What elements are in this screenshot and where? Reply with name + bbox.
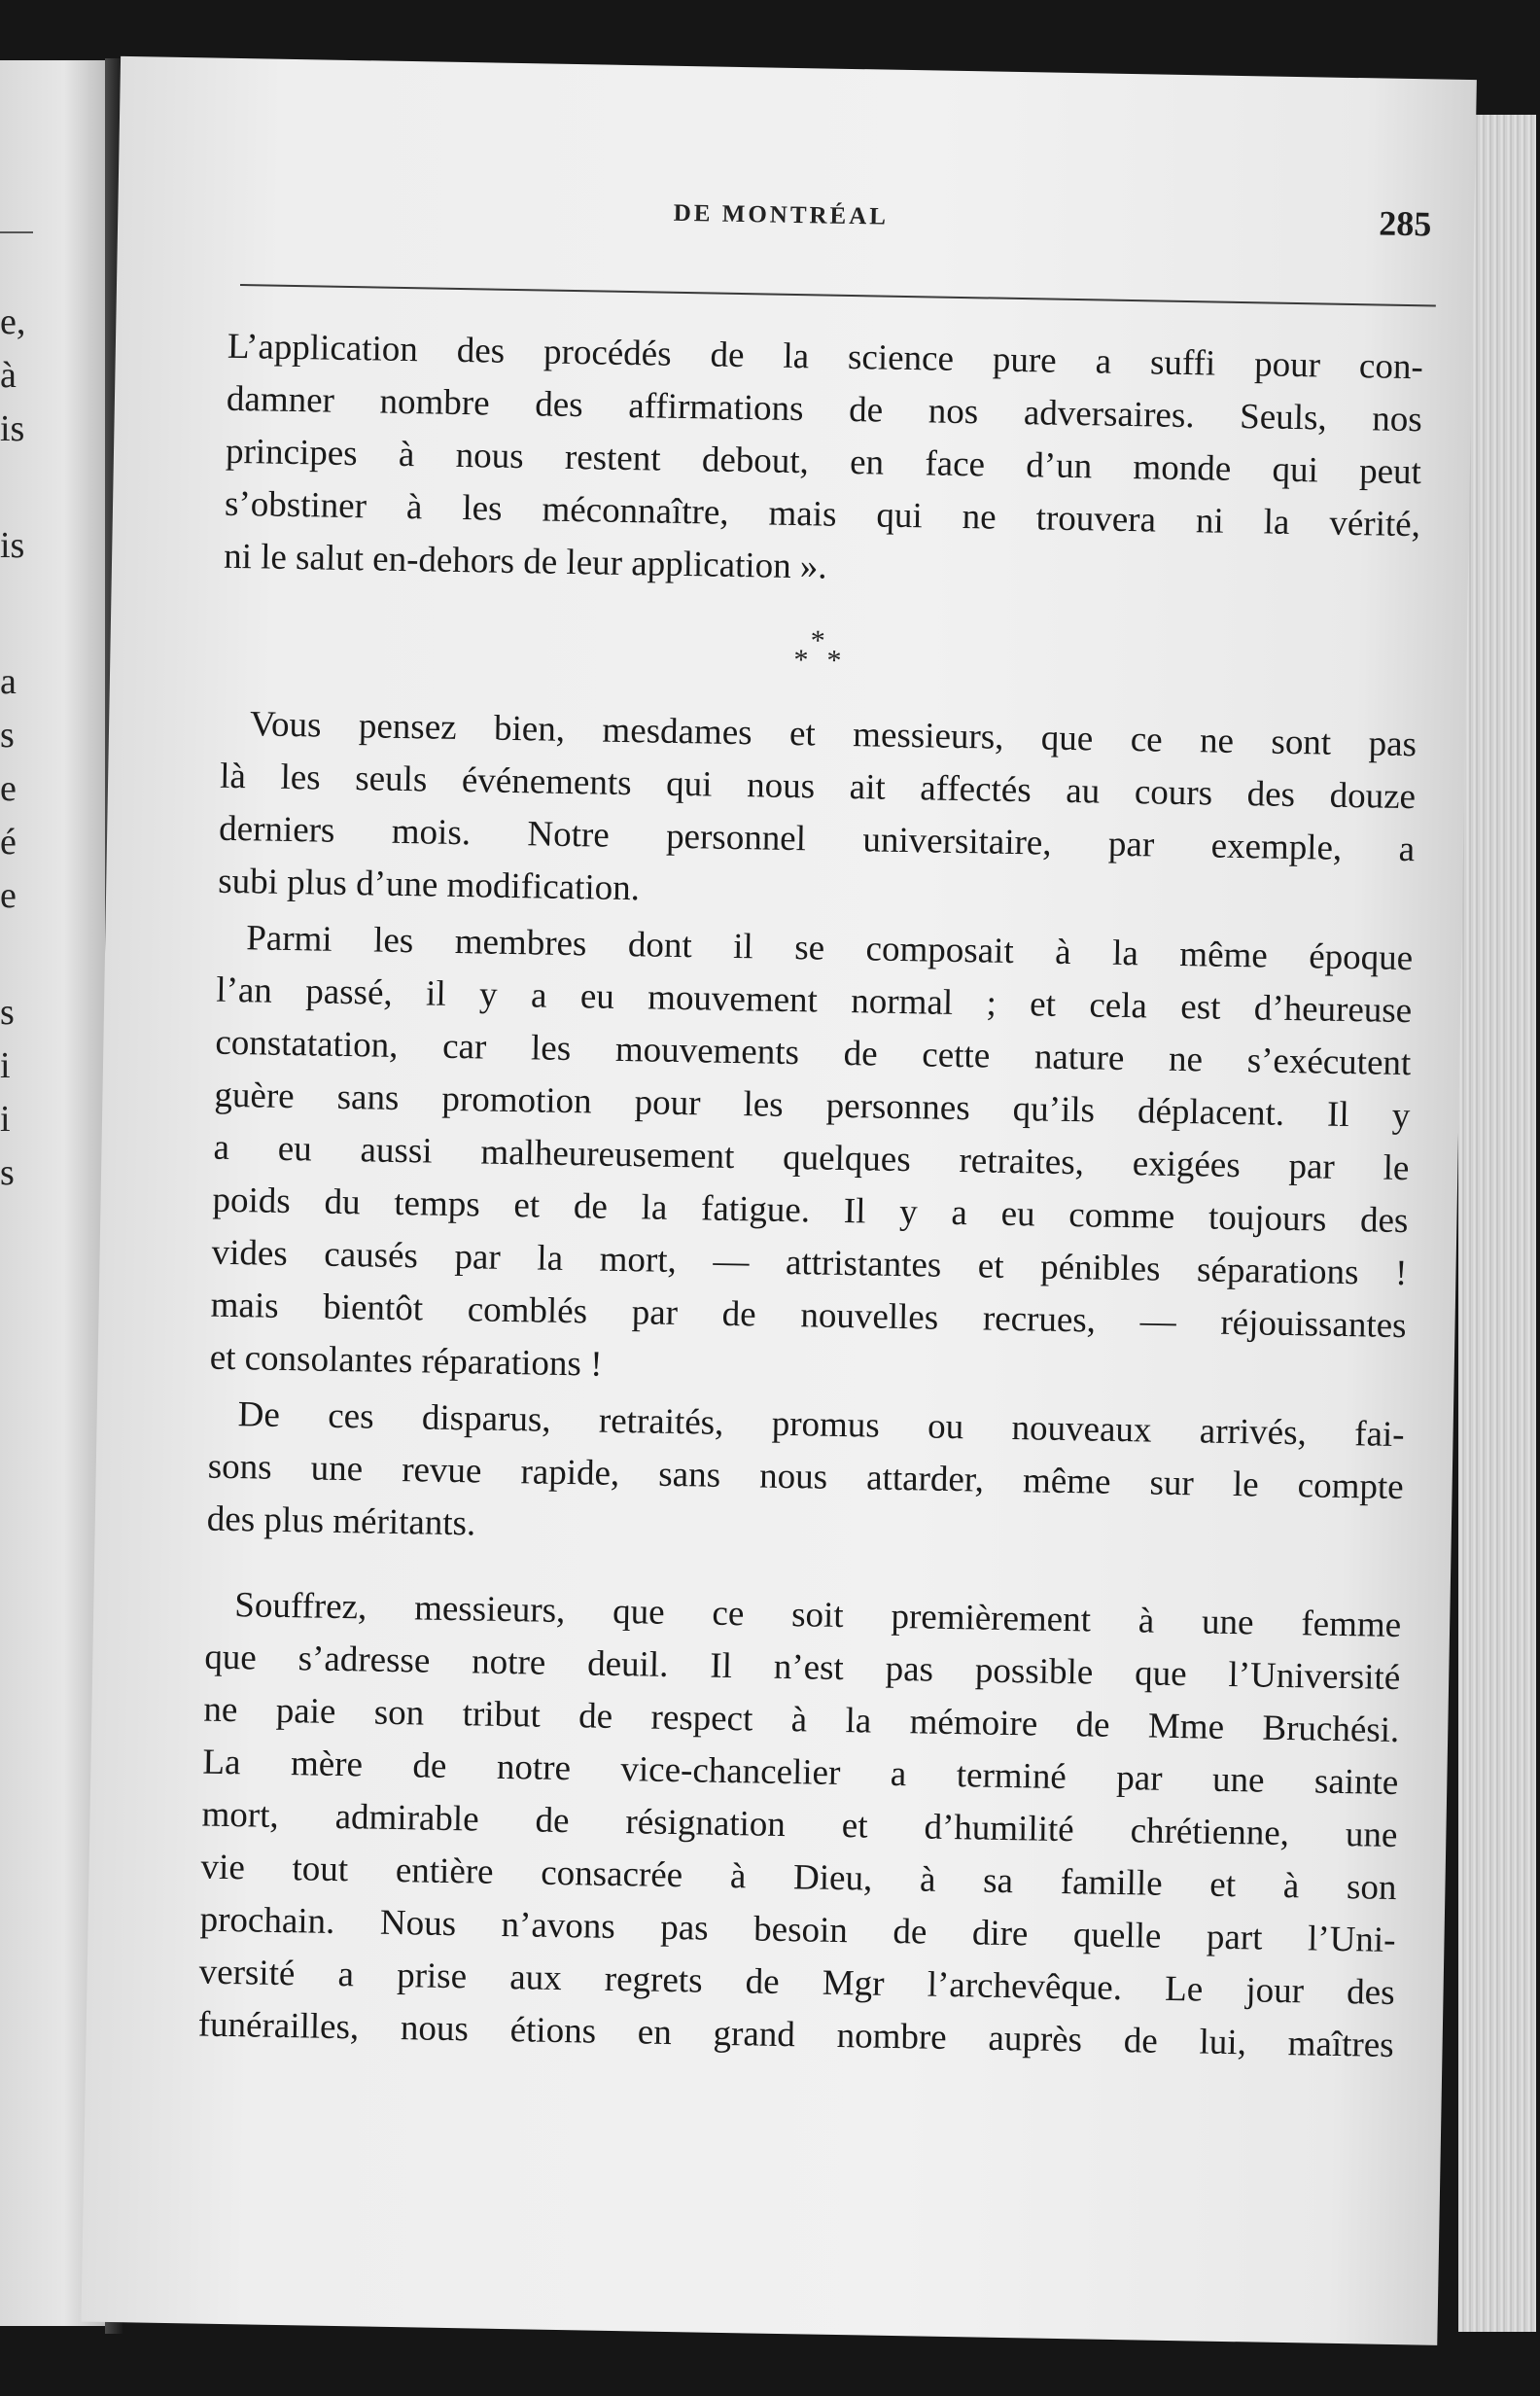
text-line: Vous pensez bien, mesdames et messieurs, que ce ne sont pas [249, 704, 1418, 765]
text-line: l’an passé, il y a eu mouvement normal ; et cela est d’heureuse [216, 969, 1413, 1032]
text-line: sons une revue rapide, sans nous attarder, même sur le compte [207, 1446, 1404, 1508]
text-line: principes à nous restent debout, en face d’un monde qui peut [225, 431, 1422, 493]
page-number: 285 [1378, 203, 1432, 244]
text-line: et consolantes réparations ! [209, 1337, 603, 1385]
left-page-fragment: e [0, 875, 17, 916]
asterism-star: * [826, 644, 842, 677]
left-page-fragment: s [0, 1152, 15, 1193]
text-line: là les seuls événements qui nous ait affectés au cours des douze [219, 756, 1417, 818]
left-page-fragment: à [0, 355, 17, 396]
text-line: poids du temps et de la fatigue. Il y a eu comme toujours des [212, 1180, 1409, 1242]
text-line: L’application des procédés de la science pure a suffi pour con- [227, 326, 1424, 388]
paragraph [209, 912, 1413, 1405]
text-line: constatation, car les mouvements de cette nature ne s’exécutent [215, 1022, 1412, 1084]
page-header [241, 183, 1438, 262]
text-line: guère sans promotion pour les personnes qu’ils déplacent. Il y [214, 1075, 1411, 1137]
text-line: mort, admirable de résignation et d’humilité chrétienne, une [201, 1794, 1398, 1856]
text-line: subi plus d’une modification. [217, 861, 641, 909]
left-page-fragment: is [0, 525, 25, 566]
text-line: Parmi les membres dont il se composait à la même époque [245, 918, 1414, 979]
text-line: La mère de notre vice-chancelier a terminé par une sainte [202, 1742, 1399, 1804]
left-page-fragment: is [0, 408, 25, 449]
text-line: vides causés par la mort, — attristantes et pénibles séparations ! [211, 1232, 1408, 1294]
text-line: De ces disparus, retraités, promus ou nouveaux arrivés, fai- [237, 1394, 1405, 1456]
paragraph [197, 1579, 1401, 2072]
text-line: que s’adresse notre deuil. Il n’est pas possible que l’Université [204, 1637, 1401, 1699]
text-line: a eu aussi malheureusement quelques retraites, exigées par le [213, 1127, 1410, 1189]
text-line: versité a prise aux regrets de Mgr l’archevêque. Le jour des [198, 1952, 1395, 2013]
left-page-fragment: i [0, 1099, 11, 1140]
paragraph [206, 1389, 1405, 1567]
text-line: prochain. Nous n’avons pas besoin de dire quelle part l’Uni- [199, 1899, 1396, 1961]
text-line: ni le salut en-dehors de leur application ». [223, 536, 828, 587]
left-page-fragment: a [0, 661, 17, 702]
text-line: derniers mois. Notre personnel universitaire, par exemple, a [218, 808, 1416, 870]
text-line: s’obstiner à les méconnaître, mais qui ne trouvera ni la vérité, [224, 483, 1421, 546]
paragraph [224, 321, 1424, 604]
left-page-fragment: s [0, 992, 15, 1033]
text-line: ne paie son tribut de respect à la mémoire de Mme Bruchési. [203, 1689, 1400, 1751]
asterism [222, 583, 1419, 719]
left-page-fragment: é [0, 822, 17, 863]
text-line: damner nombre des affirmations de nos adversaires. Seuls, nos [226, 378, 1423, 440]
text-line: mais bientôt comblés par de nouvelles recrues, — réjouissantes [210, 1285, 1407, 1347]
left-page-fragment: e [0, 768, 17, 809]
text-line: Souffrez, messieurs, que ce soit premièrement à une femme [233, 1585, 1402, 1646]
asterism-star: * [810, 624, 826, 657]
left-page-header-rule [0, 231, 33, 233]
text-line: funérailles, nous étions en grand nombre auprès de lui, maîtres [197, 2004, 1394, 2065]
header-rule [240, 284, 1436, 306]
page-body [197, 321, 1423, 2072]
left-page-fragment: e, [0, 301, 26, 342]
left-page-fragment: i [0, 1045, 11, 1086]
text-line: vie tout entière consacrée à Dieu, à sa famille et à son [200, 1847, 1397, 1909]
asterism-star: * [793, 644, 809, 677]
text-line: des plus méritants. [206, 1498, 476, 1544]
book-page [81, 56, 1476, 2345]
running-title: DE MONTRÉAL [673, 199, 890, 230]
left-page-fragment: s [0, 715, 15, 756]
paragraph [218, 698, 1418, 929]
